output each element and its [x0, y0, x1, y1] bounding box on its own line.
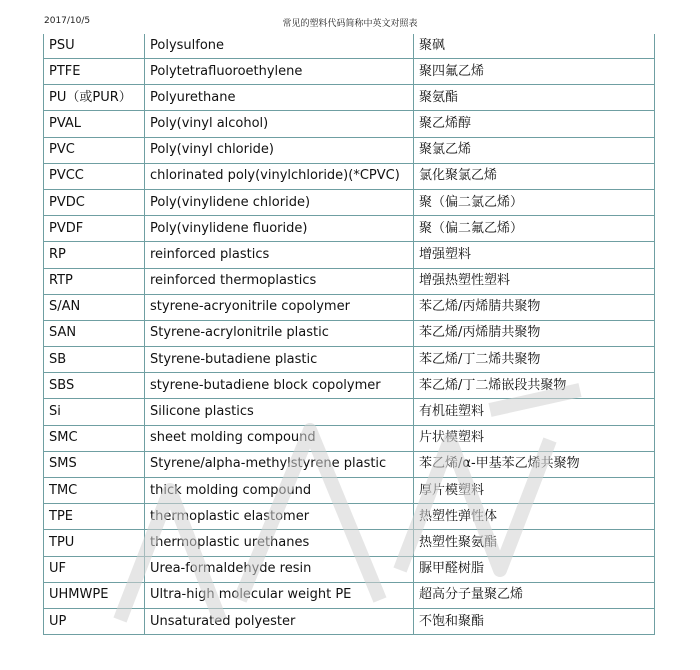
table-row — [44, 347, 655, 373]
table-row — [44, 111, 655, 137]
table-row — [44, 242, 655, 268]
english-name-cell: chlorinated poly(vinylchloride)(*CPVC) — [145, 163, 414, 189]
code-cell: SB — [44, 347, 145, 373]
english-name-cell: thermoplastic urethanes — [145, 530, 414, 556]
code-cell: PVDF — [44, 216, 145, 242]
chinese-name-cell: 苯乙烯/丁二烯嵌段共聚物 — [414, 373, 655, 399]
table-row — [44, 59, 655, 85]
code-cell: SMS — [44, 451, 145, 477]
code-cell: UHMWPE — [44, 582, 145, 608]
table-row — [44, 556, 655, 582]
code-cell: UP — [44, 608, 145, 634]
table-row — [44, 163, 655, 189]
chinese-name-cell: 厚片模塑料 — [414, 478, 655, 504]
chinese-name-cell: 脲甲醛树脂 — [414, 556, 655, 582]
table-row — [44, 320, 655, 346]
english-name-cell: Silicone plastics — [145, 399, 414, 425]
chinese-name-cell: 热塑性聚氨酯 — [414, 530, 655, 556]
code-cell: SMC — [44, 425, 145, 451]
english-name-cell: Polysulfone — [145, 34, 414, 59]
english-name-cell: Styrene-acrylonitrile plastic — [145, 320, 414, 346]
code-cell: S/AN — [44, 294, 145, 320]
code-cell: PSU — [44, 34, 145, 59]
print-date: 2017/10/5 — [44, 16, 91, 26]
chinese-name-cell: 增强热塑性塑料 — [414, 268, 655, 294]
chinese-name-cell: 聚四氟乙烯 — [414, 59, 655, 85]
english-name-cell: thick molding compound — [145, 478, 414, 504]
chinese-name-cell: 氯化聚氯乙烯 — [414, 163, 655, 189]
table-row — [44, 268, 655, 294]
code-cell: TMC — [44, 478, 145, 504]
chinese-name-cell: 增强塑料 — [414, 242, 655, 268]
code-cell: PVCC — [44, 163, 145, 189]
chinese-name-cell: 聚（偏二氟乙烯） — [414, 216, 655, 242]
english-name-cell: Polyurethane — [145, 85, 414, 111]
table-row — [44, 399, 655, 425]
english-name-cell: Urea-formaldehyde resin — [145, 556, 414, 582]
chinese-name-cell: 苯乙烯/丙烯腈共聚物 — [414, 294, 655, 320]
table-row — [44, 530, 655, 556]
chinese-name-cell: 聚乙烯醇 — [414, 111, 655, 137]
code-cell: SBS — [44, 373, 145, 399]
table-row — [44, 608, 655, 634]
plastics-code-table — [43, 34, 655, 635]
code-cell: TPU — [44, 530, 145, 556]
code-cell: PU（或PUR） — [44, 85, 145, 111]
code-cell: PVAL — [44, 111, 145, 137]
english-name-cell: Ultra-high molecular weight PE — [145, 582, 414, 608]
table-row — [44, 85, 655, 111]
chinese-name-cell: 超高分子量聚乙烯 — [414, 582, 655, 608]
english-name-cell: styrene-acryonitrile copolymer — [145, 294, 414, 320]
page-header — [0, 16, 700, 30]
chinese-name-cell: 聚氯乙烯 — [414, 137, 655, 163]
code-cell: PTFE — [44, 59, 145, 85]
chinese-name-cell: 热塑性弹性体 — [414, 504, 655, 530]
english-name-cell: Styrene/alpha-methylstyrene plastic — [145, 451, 414, 477]
chinese-name-cell: 有机硅塑料 — [414, 399, 655, 425]
code-cell: TPE — [44, 504, 145, 530]
table-row — [44, 34, 655, 59]
chinese-name-cell: 不饱和聚酯 — [414, 608, 655, 634]
english-name-cell: sheet molding compound — [145, 425, 414, 451]
table-row — [44, 504, 655, 530]
table-row — [44, 216, 655, 242]
english-name-cell: Unsaturated polyester — [145, 608, 414, 634]
table-row — [44, 582, 655, 608]
code-cell: RP — [44, 242, 145, 268]
table-row — [44, 294, 655, 320]
code-cell: SAN — [44, 320, 145, 346]
table-body — [44, 34, 655, 635]
code-cell: UF — [44, 556, 145, 582]
chinese-name-cell: 苯乙烯/丙烯腈共聚物 — [414, 320, 655, 346]
english-name-cell: Styrene-butadiene plastic — [145, 347, 414, 373]
chinese-name-cell: 片状模塑料 — [414, 425, 655, 451]
english-name-cell: Poly(vinyl chloride) — [145, 137, 414, 163]
chinese-name-cell: 聚氨酯 — [414, 85, 655, 111]
english-name-cell: reinforced thermoplastics — [145, 268, 414, 294]
english-name-cell: Polytetrafluoroethylene — [145, 59, 414, 85]
english-name-cell: styrene-butadiene block copolymer — [145, 373, 414, 399]
chinese-name-cell: 苯乙烯/α-甲基苯乙烯共聚物 — [414, 451, 655, 477]
english-name-cell: thermoplastic elastomer — [145, 504, 414, 530]
english-name-cell: Poly(vinylidene fluoride) — [145, 216, 414, 242]
table-row — [44, 478, 655, 504]
chinese-name-cell: 聚（偏二氯乙烯） — [414, 189, 655, 215]
chinese-name-cell: 聚砜 — [414, 34, 655, 59]
chinese-name-cell: 苯乙烯/丁二烯共聚物 — [414, 347, 655, 373]
code-cell: PVDC — [44, 189, 145, 215]
english-name-cell: Poly(vinylidene chloride) — [145, 189, 414, 215]
table-row — [44, 189, 655, 215]
code-cell: Si — [44, 399, 145, 425]
code-cell: RTP — [44, 268, 145, 294]
table-row — [44, 451, 655, 477]
english-name-cell: Poly(vinyl alcohol) — [145, 111, 414, 137]
document-title: 常见的塑料代码简称中英文对照表 — [282, 19, 418, 29]
table-row — [44, 137, 655, 163]
table-row — [44, 425, 655, 451]
table-row — [44, 373, 655, 399]
code-cell: PVC — [44, 137, 145, 163]
english-name-cell: reinforced plastics — [145, 242, 414, 268]
